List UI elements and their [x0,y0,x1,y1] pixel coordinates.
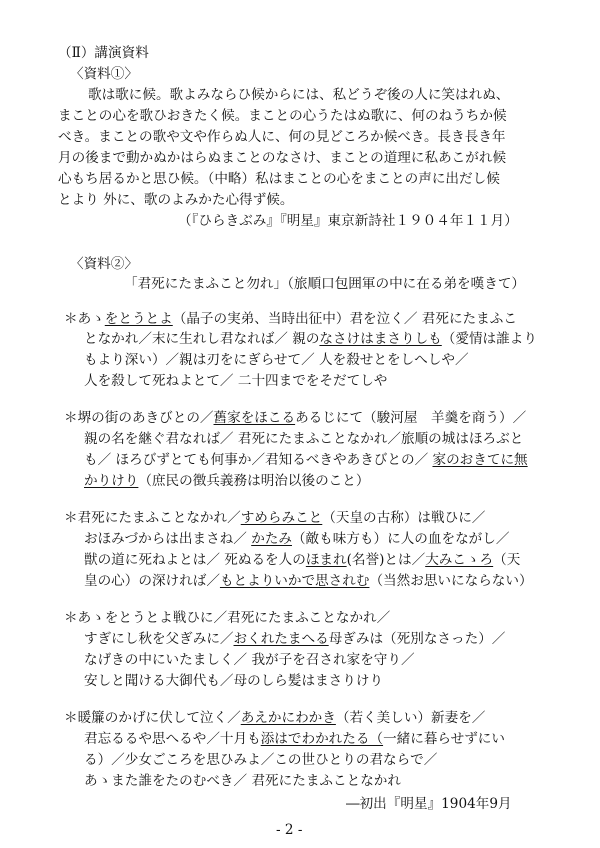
stanza4-line-3: なげきの中にいたましく／ 我が子を召され家を守り／ [84,652,415,668]
doc1-line-3: べき。まことの歌や文や作らぬ人に、何の見どころか候べき。長き長き年 [58,129,506,145]
doc1-line-4: 月の後まで動かぬかはらぬまことのなさけ、まことの道理に私あこがれ候 [58,150,507,166]
stanza1-line-4: 人を殺して死ねよとて／ 二十四までをそだてしや [84,373,388,389]
stanza4-line-1: ＊あゝをとうとよ戦ひに／君死にたまふことなかれ／ [64,610,391,626]
stanza3-line-4: 皇の心）の深ければ／もとよりいかで思されむ（当然お思いにならない） [84,573,533,589]
doc1-line-6: とより 外に、歌のよみかた心得ず候。 [58,192,294,208]
doc1-label: 〈資料①〉 [70,66,138,82]
stanza5-line-4: あゝまた誰をたのむべき／ 君死にたまふことなかれ [84,773,401,789]
stanza3-line-2: おほみづからは出まさね／ かたみ（敵も味方も）に人の血をながし／ [84,531,510,547]
stanza1-line-1: ＊あゝをとうとよ（晶子の実弟、当時出征中）君を泣く／ 君死にたまふこ [64,311,517,327]
stanza3-line-3: 獣の道に死ねよとは／ 死ぬるを人のほまれ(名誉)とは／大みこゝろ（天 [84,552,521,568]
stanza1-line-2: となかれ／末に生れし君なれば／ 親のなさけはまさりしも（愛情は誰より [84,331,537,347]
section-heading: （Ⅱ）講演資料 [58,45,149,61]
doc1-line-1: 歌は歌に候。歌よみならひ候からには、私どうぞ後の人に笑はれぬ、 [88,87,510,103]
stanza4-line-2: すぎにし秋を父ぎみに／おくれたまへる母ぎみは（死別なさった）／ [84,631,506,647]
stanza5-line-2: 君忘るるや思へるや／十月も添はでわかれたる（一緒に暮らせずにい [84,731,505,747]
stanza2-line-3: も／ ほろびずとても何事か／君知るべきやあきびとの／ 家のおきてに無 [84,452,528,468]
stanza3-line-1: ＊君死にたまふことなかれ／すめらみこと（天皇の古称）は戦ひに／ [64,510,486,526]
stanza1-line-3: もより深い）／親は刃をにぎらせて／ 人を殺せとをしへしや／ [84,352,469,368]
stanza5-line-1: ＊暖簾のかげに伏して泣く／あえかにわかき（若く美しい）新妻を／ [64,710,486,726]
stanza5-line-3: る）／少女ごころを思ひみよ／この世ひとりの君ならで／ [84,752,438,768]
doc2-source: ―初出『明星』1904年9月 [346,796,512,812]
page-number: - 2 - [276,822,303,838]
stanza4-line-4: 安しと聞ける大御代も／母のしら髪はまさりけり [84,673,384,689]
doc1-line-5: 心もち居るかと思ひ候。（中略）私はまことの心をまことの声に出だし候 [58,171,500,187]
doc1-citation: （『ひらきぶみ』『明星』東京新詩社１９０４年１１月） [178,213,518,229]
stanza2-line-4: かりけり（庶民の徴兵義務は明治以後のこと） [84,473,370,489]
doc2-label: 〈資料②〉 [70,256,138,272]
doc2-title: 「君死にたまふこと勿れ」（旅順口包囲軍の中に在る弟を嘆きて） [124,276,526,292]
stanza2-line-1: ＊堺の街のあきびとの／舊家をほこるあるじにて（駿河屋 羊羹を商う）／ [64,410,527,426]
doc1-line-2: まことの心を歌ひおきたく候。まことの心うたはぬ歌に、何のねうちか候 [58,108,507,124]
stanza2-line-2: 親の名を継ぐ君なれば／ 君死にたまふことなかれ／旅順の城はほろぶと [84,431,524,447]
